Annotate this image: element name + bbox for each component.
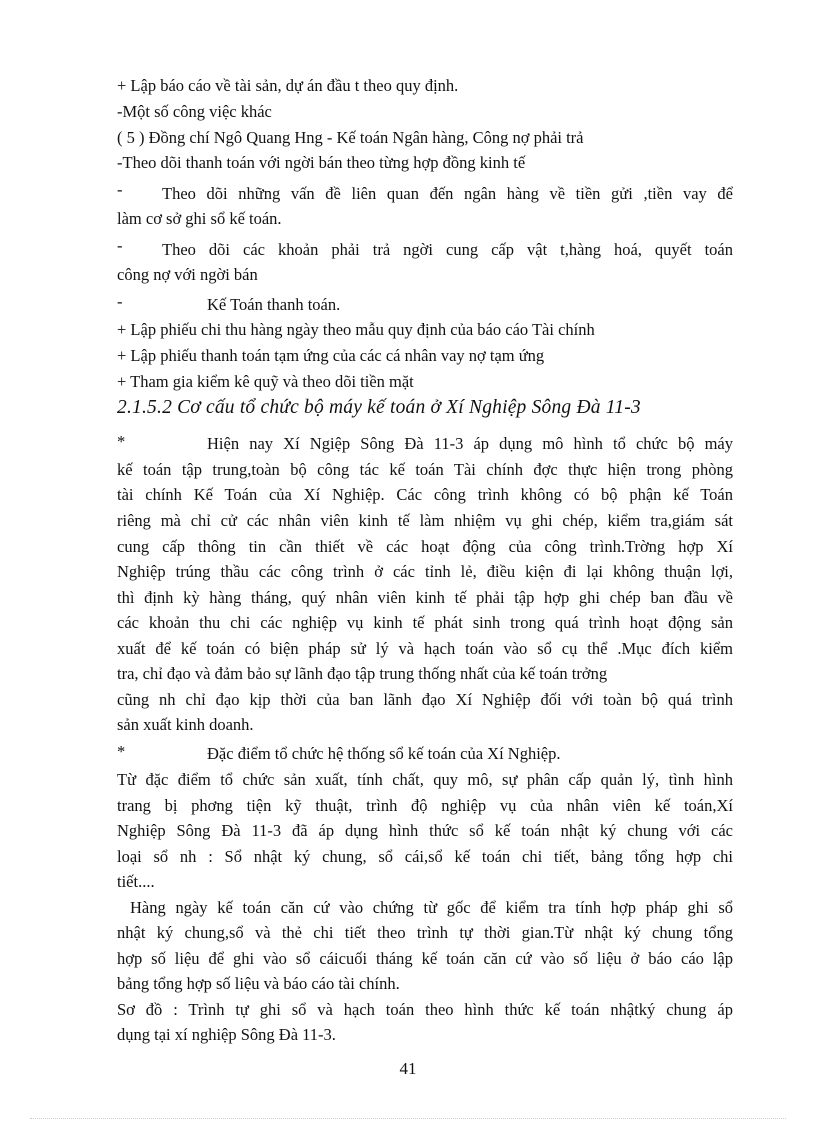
- asterisk-bullet: *: [117, 742, 126, 761]
- text-line: sản xuất kinh doanh.: [117, 715, 254, 734]
- text-line: kế toán tập trung,toàn bộ công tác kế toán Tài chính đợc thực hiện trong phòng: [117, 460, 733, 479]
- text-line: -Theo dõi thanh toán với ngời bán theo từng hợp đồng kinh tế: [117, 153, 526, 172]
- text-line: công nợ với ngời bán: [117, 265, 258, 284]
- text-line: Kế Toán thanh toán.: [207, 295, 341, 314]
- text-line: tra, chỉ đạo và đảm bảo sự lãnh đạo tập trung thống nhất của kế toán trởng: [117, 664, 608, 683]
- section-heading: 2.1.5.2 Cơ cấu tổ chức bộ máy kế toán ở Xí Nghiệp Sông Đà 11-3: [117, 397, 641, 418]
- text-line: cũng nh chỉ đạo kịp thời của ban lãnh đạo Xí Nghiệp đối với toàn bộ quá trình: [117, 690, 733, 709]
- text-line: Theo dõi những vấn đề liên quan đến ngân hàng về tiền gửi ,tiền vay để: [162, 184, 733, 203]
- text-line: tiết....: [117, 872, 155, 891]
- text-line: Theo dõi các khoản phải trả ngời cung cấp vật t,hàng hoá, quyết toán: [162, 240, 733, 259]
- text-line: bảng tổng hợp số liệu và báo cáo tài chính.: [117, 974, 400, 993]
- text-line: + Lập phiếu thanh toán tạm ứng của các cá nhân vay nợ tạm ứng: [117, 346, 545, 365]
- text-line: tài chính Kế Toán của Xí Nghiệp. Các công trình không có bộ phận kế Toán: [117, 485, 733, 504]
- text-line: loại sổ nh : Sổ nhật ký chung, sổ cái,sổ kế toán chi tiết, bảng tổng hợp chi: [117, 847, 733, 866]
- text-line: các khoản thu chi các nghiệp vụ kinh tế phát sinh trong quá trình hoạt động sản: [117, 613, 733, 632]
- text-line: hợp số liệu để ghi vào sổ cáicuối tháng kế toán căn cứ vào số liệu ở báo cáo lập: [117, 949, 733, 968]
- text-line: Sơ đồ : Trình tự ghi sổ và hạch toán theo hình thức kế toán nhậtký chung áp: [117, 1000, 733, 1019]
- list-bullet: -: [117, 292, 123, 311]
- list-bullet: -: [117, 236, 123, 255]
- text-line: Hiện nay Xí Ngiệp Sông Đà 11-3 áp dụng mô hình tổ chức bộ máy: [207, 434, 733, 453]
- asterisk-bullet: *: [117, 432, 126, 451]
- text-line: -Một số công việc khác: [117, 102, 272, 121]
- text-line: Hàng ngày kế toán căn cứ vào chứng từ gốc để kiểm tra tính hợp pháp ghi sổ: [130, 898, 733, 917]
- text-line: Nghiệp Sông Đà 11-3 đã áp dụng hình thức sổ kế toán nhật ký chung với các: [117, 821, 733, 840]
- text-line: thì định kỳ hàng tháng, quý nhân viên kinh tế phải tập hợp ghi chép ban đầu về: [117, 588, 733, 607]
- page-bottom-rule: [30, 1118, 786, 1119]
- text-line: trang bị phơng tiện kỹ thuật, trình độ nghiệp vụ của nhân viên kế toán,Xí: [117, 796, 733, 815]
- text-line: nhật ký chung,sổ và thẻ chi tiết theo trình tự thời gian.Từ nhật ký chung tổng: [117, 923, 733, 942]
- text-line: ( 5 ) Đồng chí Ngô Quang Hng - Kế toán Ngân hàng, Công nợ phải trả: [117, 128, 584, 147]
- text-line: dụng tại xí nghiệp Sông Đà 11-3.: [117, 1025, 336, 1044]
- page-number: 41: [399, 1059, 417, 1078]
- text-line: + Lập phiếu chi thu hàng ngày theo mẫu quy định của báo cáo Tài chính: [117, 320, 595, 339]
- text-line: Nghiệp trúng thầu các công trình ở các tỉnh lẻ, điều kiện đi lại không thuận lợi,: [117, 562, 733, 581]
- text-line: xuất để kế toán có biện pháp sử lý và hạch toán vào sổ cụ thể .Mục đích kiểm: [117, 639, 733, 658]
- text-line: Từ đặc điểm tổ chức sản xuất, tính chất, quy mô, sự phân cấp quản lý, tình hình: [117, 770, 733, 789]
- list-bullet: -: [117, 180, 123, 199]
- text-line: làm cơ sở ghi sổ kế toán.: [117, 209, 282, 228]
- text-line: + Tham gia kiểm kê quỹ và theo dõi tiền mặt: [117, 372, 414, 391]
- text-line: Đặc điểm tổ chức hệ thống sổ kế toán của Xí Nghiệp.: [207, 744, 561, 763]
- text-line: cung cấp thông tin cần thiết về các hoạt động của công trình.Trờng hợp Xí: [117, 537, 733, 556]
- text-line: + Lập báo cáo về tài sản, dự án đầu t theo quy định.: [117, 76, 459, 95]
- text-line: riêng mà chỉ cử các nhân viên kinh tế làm nhiệm vụ ghi chép, kiểm tra,giám sát: [117, 511, 733, 530]
